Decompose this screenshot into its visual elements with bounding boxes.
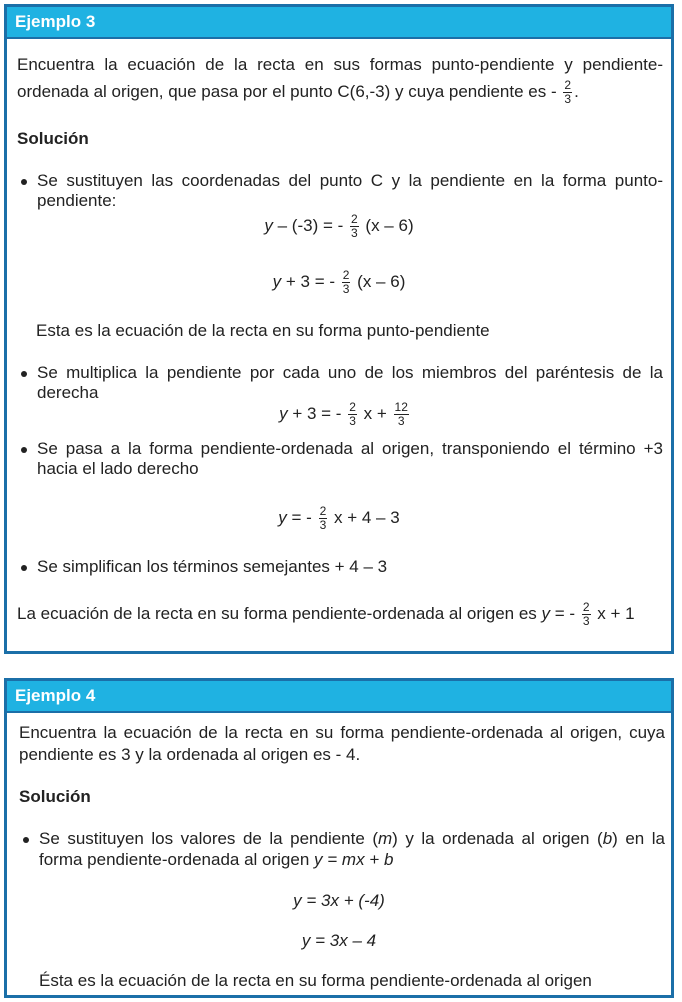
ex3-bullet2-line1: Se multiplica la pendiente por cada uno de los miembros del paréntesis de la <box>37 363 663 382</box>
ex3-equation-4: y = - $\frac{2}{3}$ x + 4 – 3 <box>278 504 400 532</box>
ex3-intro-line2 <box>17 79 579 106</box>
bullet-icon <box>21 565 27 571</box>
ex3-intro-line1: Encuentra la ecuación de la recta en sus formas punto-pendiente y pendiente- <box>17 55 663 74</box>
example-3-title: Ejemplo 3 <box>7 7 671 39</box>
example-4-box <box>4 678 674 998</box>
ex3-final-statement: La ecuación de la recta en su forma pendiente-ordenada al origen es y = - $\frac{2}{3}$ x + 1 <box>17 600 635 628</box>
ex3-bullet3-line2: hacia el lado derecho <box>37 459 199 478</box>
ex4-intro-line1: Encuentra la ecuación de la recta en su forma pendiente-ordenada al origen, cuya <box>19 723 665 742</box>
ex3-equation-2: y + 3 = - $\frac{2}{3}$ (x – 6) <box>272 268 406 296</box>
ex4-note: Ésta es la ecuación de la recta en su forma pendiente-ordenada al origen <box>39 971 592 990</box>
ex3-bullet1-line2: pendiente: <box>37 191 117 210</box>
ex4-equation-1: y = 3x + (-4) <box>293 891 385 910</box>
ex4-bullet1-line2: forma pendiente-ordenada al origen y = mx + b <box>39 850 394 869</box>
ex4-intro-line2: pendiente es 3 y la ordenada al origen es - 4. <box>19 745 361 764</box>
ex4-formula: y = mx + b <box>314 850 394 869</box>
bullet-icon <box>23 837 29 843</box>
ex3-bullet4: Se simplifican los términos semejantes + 4 – 3 <box>37 557 388 576</box>
ex4-equation-2: y = 3x – 4 <box>301 931 377 950</box>
ex3-intro-text: ordenada al origen, que pasa por el punto C(6,-3) y cuya pendiente es - <box>17 81 557 101</box>
ex3-solution-label: Solución <box>17 129 89 148</box>
example-3-box <box>4 4 674 654</box>
ex3-bullet3-line1: Se pasa a la forma pendiente-ordenada al origen, transponiendo el término +3 <box>37 439 663 458</box>
bullet-icon <box>21 447 27 453</box>
ex3-note: Esta es la ecuación de la recta en su forma punto-pendiente <box>36 321 490 340</box>
ex4-bullet1-line1: Se sustituyen los valores de la pendiente (m) y la ordenada al origen (b) en la <box>39 829 665 848</box>
ex3-equation-1: y – (-3) = - $\frac{2}{3}$ (x – 6) <box>264 212 414 240</box>
example-4-title: Ejemplo 4 <box>7 681 671 713</box>
bullet-icon <box>21 371 27 377</box>
ex3-slope-fraction: $\frac{2}{3}$ <box>564 78 572 106</box>
ex3-bullet1-line1: Se sustituyen las coordenadas del punto C y la pendiente en la forma punto- <box>37 171 663 190</box>
bullet-icon <box>21 179 27 185</box>
ex3-intro-period: . <box>574 81 579 101</box>
ex3-equation-3: y + 3 = - $\frac{2}{3}$ x + $\frac{12}{3}$ <box>279 400 408 428</box>
ex4-solution-label: Solución <box>19 787 91 806</box>
ex3-bullet2-line2: derecha <box>37 383 99 402</box>
